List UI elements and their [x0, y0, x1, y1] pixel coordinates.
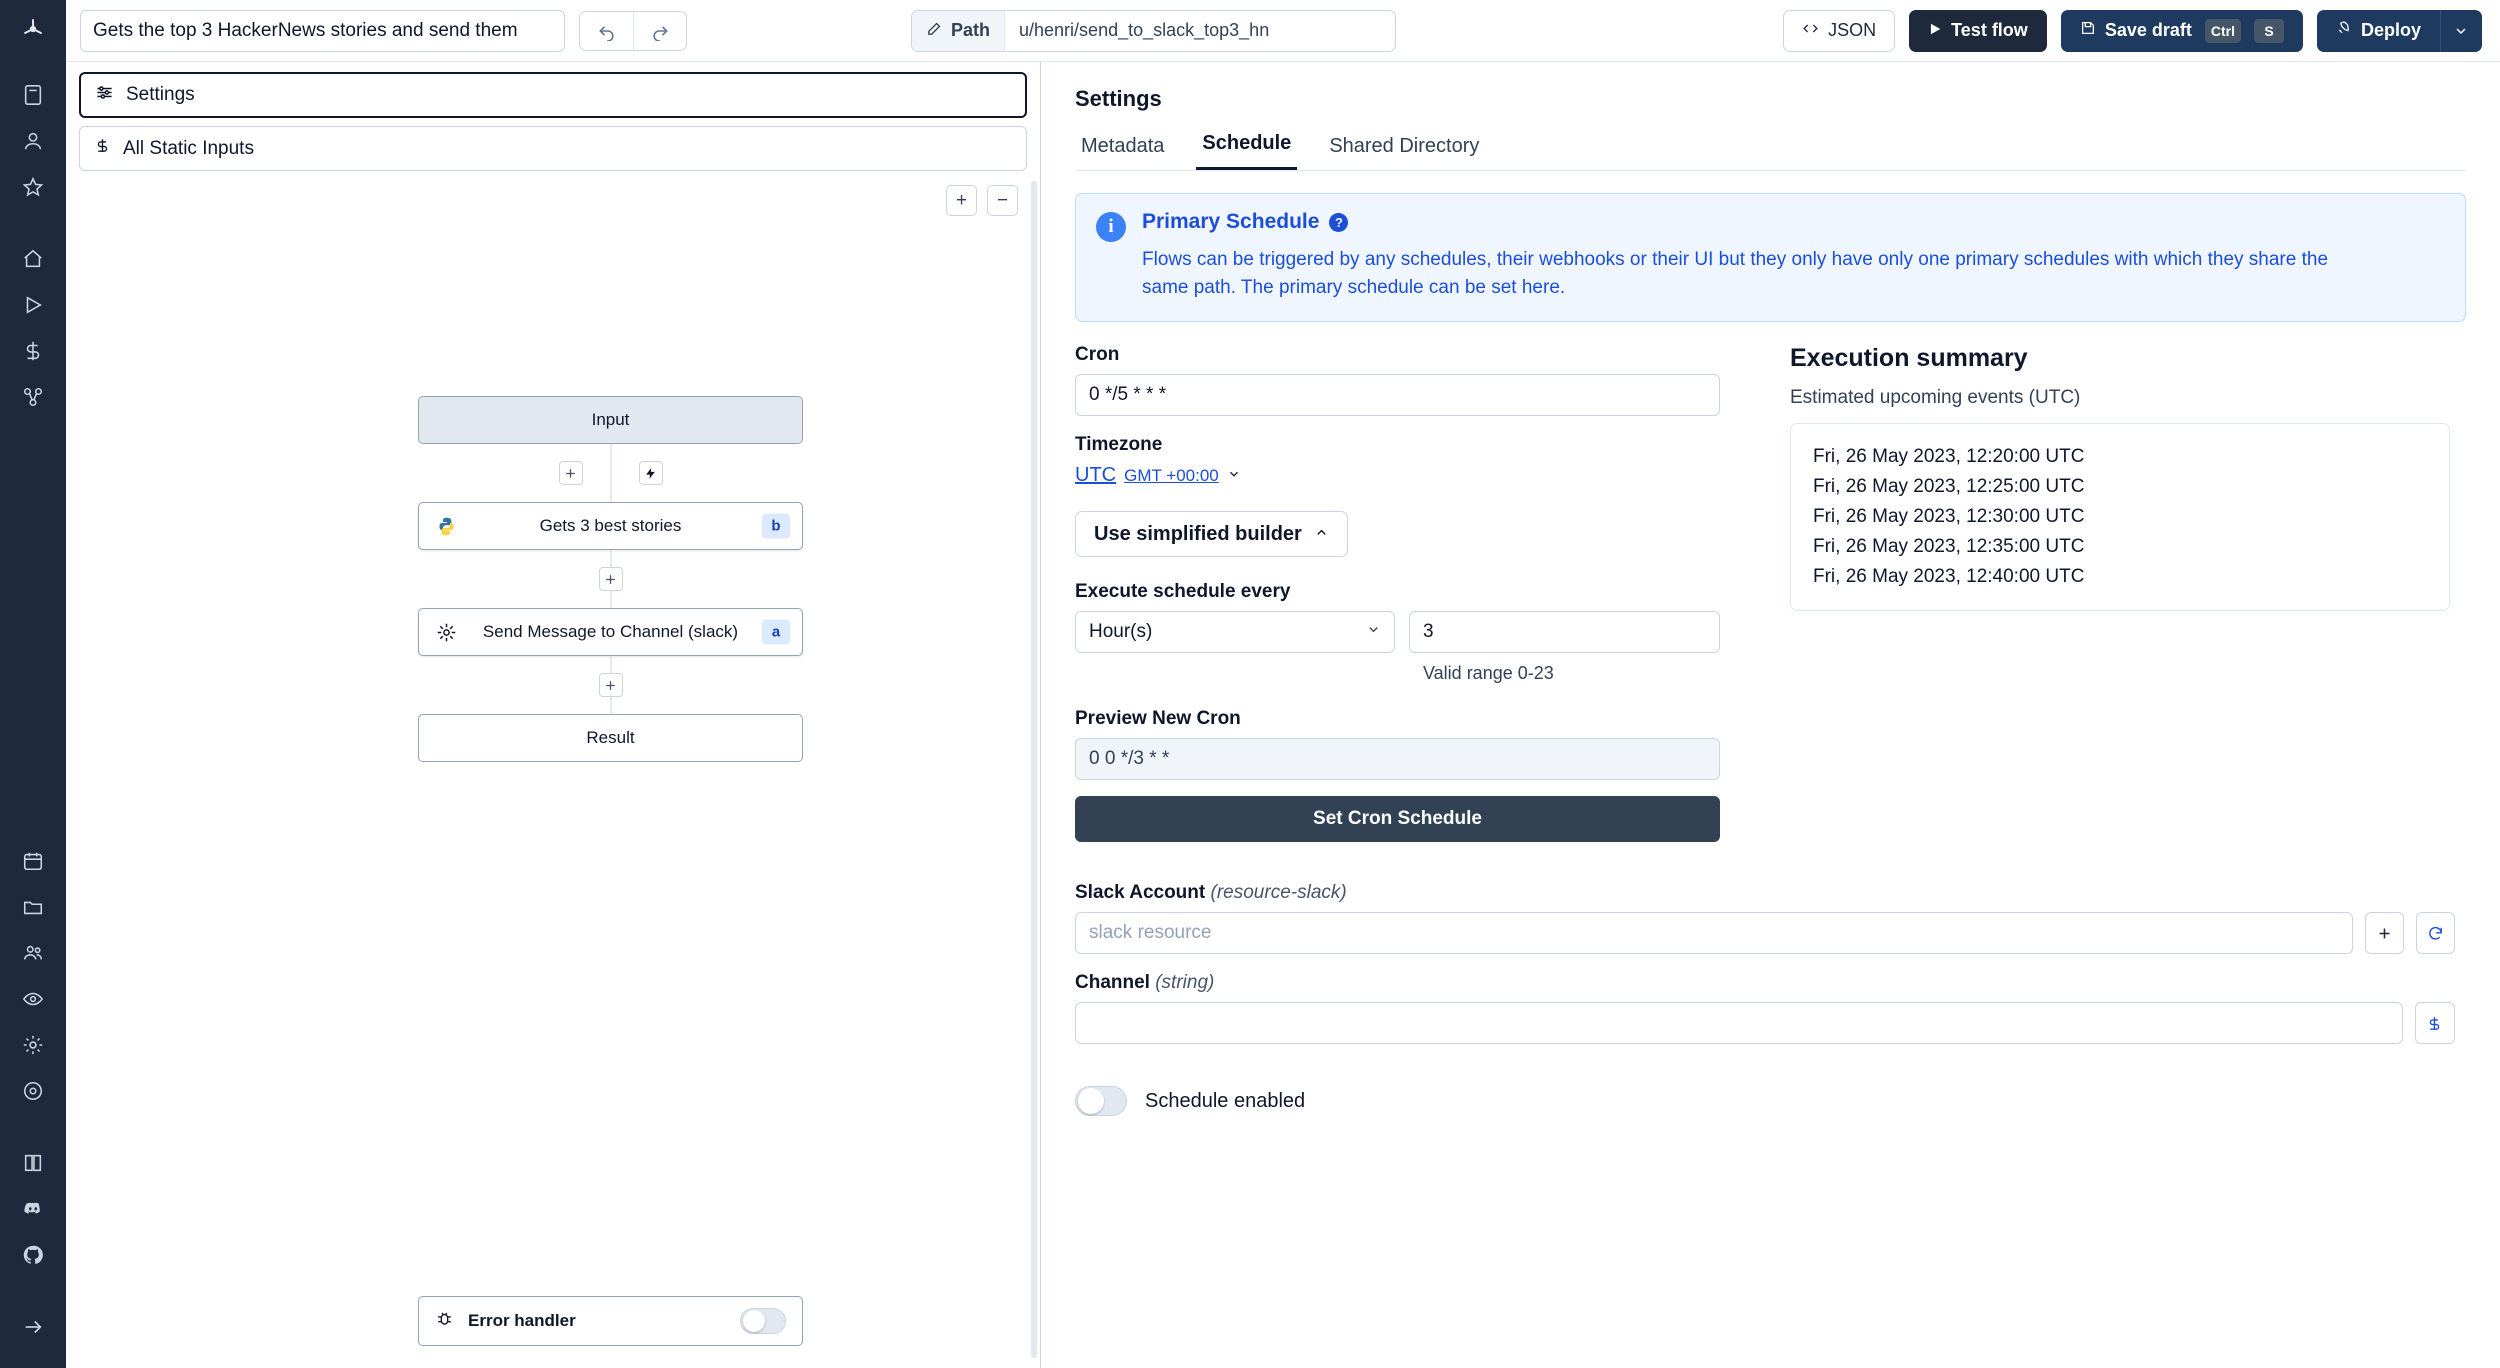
execution-event-row: Fri, 26 May 2023, 12:35:00 UTC [1813, 536, 2085, 558]
tab-schedule[interactable]: Schedule [1196, 126, 1297, 170]
schedule-enabled-toggle[interactable] [1075, 1086, 1127, 1116]
undo-button[interactable] [580, 12, 633, 50]
bug-icon [435, 1309, 454, 1333]
use-simplified-builder-label: Use simplified builder [1094, 522, 1302, 545]
slack-account-row [1075, 912, 2455, 954]
save-icon [2080, 20, 2096, 41]
redo-button[interactable] [633, 12, 686, 50]
timezone-offset: GMT +00:00 [1124, 465, 1219, 485]
execute-every-row [1075, 611, 1720, 653]
use-simplified-builder-button[interactable] [1075, 511, 1348, 557]
graph-settings-row[interactable] [79, 72, 1027, 118]
groups-icon[interactable] [11, 930, 55, 976]
channel-variable-dollar-icon[interactable] [2415, 1002, 2455, 1044]
settings-pane [1041, 62, 2500, 1368]
deploy-group [2317, 10, 2482, 52]
error-handler-row[interactable] [418, 1296, 803, 1346]
channel-label: Channel [1075, 972, 1150, 994]
flow-graph-pane [66, 62, 1041, 1368]
zoom-in-button[interactable]: + [946, 185, 977, 216]
flow-node-result[interactable] [418, 714, 803, 762]
workspace-body [66, 62, 2500, 1368]
runs-play-icon[interactable] [11, 282, 55, 328]
flow-node-badge-a: a [762, 620, 790, 645]
zoom-controls [946, 185, 1018, 216]
test-flow-label: Test flow [1951, 20, 2028, 40]
audit-eye-icon[interactable] [11, 976, 55, 1022]
primary-schedule-title-row [1142, 210, 2372, 234]
home-icon[interactable] [11, 236, 55, 282]
flow-node-result-label: Result [586, 728, 635, 747]
timezone-value: UTC [1075, 464, 1117, 487]
deploy-button[interactable] [2317, 10, 2440, 52]
execute-unit-select[interactable] [1075, 611, 1395, 653]
connector-input-to-step-b [418, 444, 803, 502]
add-resource-button[interactable] [2365, 912, 2404, 954]
error-handler-label: Error handler [468, 1311, 576, 1330]
timezone-select[interactable] [1075, 464, 1720, 487]
schedule-form [1075, 344, 1720, 842]
execution-event-row: Fri, 26 May 2023, 12:30:00 UTC [1813, 506, 2085, 528]
slack-account-input[interactable]: slack resource [1075, 912, 2353, 954]
flow-node-input-label: Input [591, 410, 630, 429]
primary-schedule-callout [1075, 193, 2466, 322]
all-static-inputs-label: All Static Inputs [123, 137, 254, 159]
settings-gear-icon[interactable] [11, 1022, 55, 1068]
play-icon [1928, 20, 1942, 41]
pencil-icon [926, 20, 943, 42]
zoom-out-button[interactable]: − [987, 185, 1018, 216]
github-icon[interactable] [11, 1232, 55, 1278]
flow-canvas[interactable] [66, 171, 1040, 1368]
tab-shared-directory[interactable]: Shared Directory [1329, 135, 1480, 157]
refresh-resources-button[interactable] [2416, 912, 2455, 954]
channel-row [1075, 1002, 2455, 1044]
slack-account-label-row [1075, 882, 2455, 904]
chevron-down-icon [1366, 621, 1381, 643]
flow-node-send-message-label: Send Message to Channel (slack) [482, 622, 739, 641]
path-label-group [912, 11, 1005, 51]
path-field[interactable] [911, 10, 1396, 52]
slack-account-type: (resource-slack) [1210, 882, 1347, 904]
json-button[interactable] [1783, 10, 1895, 52]
save-draft-kbd-ctrl: Ctrl [2205, 19, 2241, 43]
deploy-chevron-down-icon[interactable] [2440, 10, 2482, 52]
flow-node-badge-b: b [762, 514, 790, 539]
dollar-icon [94, 137, 111, 160]
top-toolbar [66, 0, 2500, 62]
info-icon: i [1096, 212, 1126, 242]
flow-node-send-message-to-channel[interactable] [418, 608, 803, 656]
sliders-icon [95, 83, 114, 108]
preview-cron-value: 0 0 */3 * * [1075, 738, 1720, 780]
execution-summary-heading: Execution summary [1790, 344, 2028, 373]
cron-label: Cron [1075, 344, 1120, 366]
connector-step-b-to-step-a [418, 550, 803, 608]
folder-icon[interactable] [11, 884, 55, 930]
error-handler-toggle[interactable] [740, 1308, 786, 1334]
channel-label-row [1075, 972, 2455, 994]
save-draft-button[interactable] [2061, 10, 2303, 52]
json-button-label: JSON [1828, 20, 1877, 40]
path-label: Path [951, 20, 991, 40]
slack-account-label: Slack Account [1075, 882, 1206, 904]
channel-input[interactable] [1075, 1002, 2403, 1044]
connector-step-a-to-result [418, 656, 803, 714]
undo-redo-group [579, 11, 687, 51]
graph-settings-label: Settings [126, 84, 195, 105]
flow-title-input[interactable]: Gets the top 3 HackerNews stories and send them [80, 10, 565, 52]
settings-tabs [1075, 126, 2466, 171]
execution-event-row: Fri, 26 May 2023, 12:20:00 UTC [1813, 446, 2085, 468]
all-static-inputs-row[interactable] [79, 126, 1027, 171]
add-step-button[interactable] [599, 673, 623, 697]
workers-icon[interactable] [11, 1068, 55, 1114]
schedule-enabled-row [1075, 1086, 2455, 1116]
windmill-logo-icon[interactable] [0, 0, 66, 58]
primary-schedule-text: Flows can be triggered by any schedules, their webhooks or their UI but they only have only one primary schedules with which they share the same path. The primary schedule can be set here. [1142, 249, 2329, 298]
python-icon [433, 513, 459, 539]
expand-arrow-icon[interactable] [11, 1304, 55, 1350]
flow-node-gets-3-best-stories-label: Gets 3 best stories [539, 516, 682, 535]
execution-event-row: Fri, 26 May 2023, 12:25:00 UTC [1813, 476, 2085, 498]
add-step-button[interactable] [559, 461, 583, 485]
preview-cron-label: Preview New Cron [1075, 708, 1241, 730]
docs-book-icon[interactable] [11, 1140, 55, 1186]
execution-summary-list [1790, 423, 2450, 611]
app-sidebar-rail [0, 0, 66, 1368]
flow-node-input[interactable] [418, 396, 803, 444]
add-step-button[interactable] [599, 567, 623, 591]
save-draft-label: Save draft [2104, 20, 2192, 40]
user-icon[interactable] [11, 118, 55, 164]
calculator-icon[interactable] [11, 72, 55, 118]
execute-unit-value: Hour(s) [1089, 621, 1153, 643]
flow-node-list [418, 396, 803, 762]
primary-schedule-title: Primary Schedule [1142, 210, 1320, 233]
variables-dollar-icon[interactable] [11, 328, 55, 374]
top-actions [1783, 10, 2482, 52]
timezone-label: Timezone [1075, 434, 1163, 456]
execution-event-row: Fri, 26 May 2023, 12:40:00 UTC [1813, 566, 2085, 588]
chevron-down-icon [1227, 467, 1241, 484]
app-main [66, 0, 2500, 1368]
execution-summary-subheading: Estimated upcoming events (UTC) [1790, 387, 2081, 409]
canvas-scrollbar[interactable] [1031, 181, 1037, 1358]
deploy-label: Deploy [2360, 20, 2421, 40]
add-trigger-bolt-icon[interactable] [639, 461, 663, 485]
save-draft-kbd-s: S [2254, 19, 2284, 43]
test-flow-button[interactable] [1909, 10, 2047, 52]
flow-node-gets-3-best-stories[interactable] [418, 502, 803, 550]
execute-every-label: Execute schedule every [1075, 581, 1291, 603]
cron-input[interactable]: 0 */5 * * * [1075, 374, 1720, 416]
schedule-args [1075, 882, 2455, 1116]
schedules-calendar-icon[interactable] [11, 838, 55, 884]
path-value[interactable]: u/henri/send_to_slack_top3_hn [1019, 20, 1270, 40]
channel-type: (string) [1155, 972, 1215, 994]
chevron-up-icon [1314, 523, 1329, 546]
set-cron-schedule-button[interactable]: Set Cron Schedule [1075, 796, 1720, 842]
rocket-icon [2336, 20, 2352, 41]
slack-icon [433, 619, 459, 645]
settings-heading: Settings [1075, 86, 1162, 111]
code-icon [1802, 20, 1819, 42]
star-icon[interactable] [11, 164, 55, 210]
help-icon[interactable]: ? [1329, 213, 1348, 232]
execution-summary [1790, 344, 2466, 842]
resources-icon[interactable] [11, 374, 55, 420]
discord-icon[interactable] [11, 1186, 55, 1232]
tab-metadata[interactable]: Metadata [1081, 135, 1165, 157]
execute-amount-hint: Valid range 0-23 [1423, 663, 1554, 684]
settings-columns [1075, 344, 2466, 842]
schedule-enabled-label: Schedule enabled [1145, 1089, 1306, 1112]
execute-amount-input[interactable]: 3 [1409, 611, 1720, 653]
